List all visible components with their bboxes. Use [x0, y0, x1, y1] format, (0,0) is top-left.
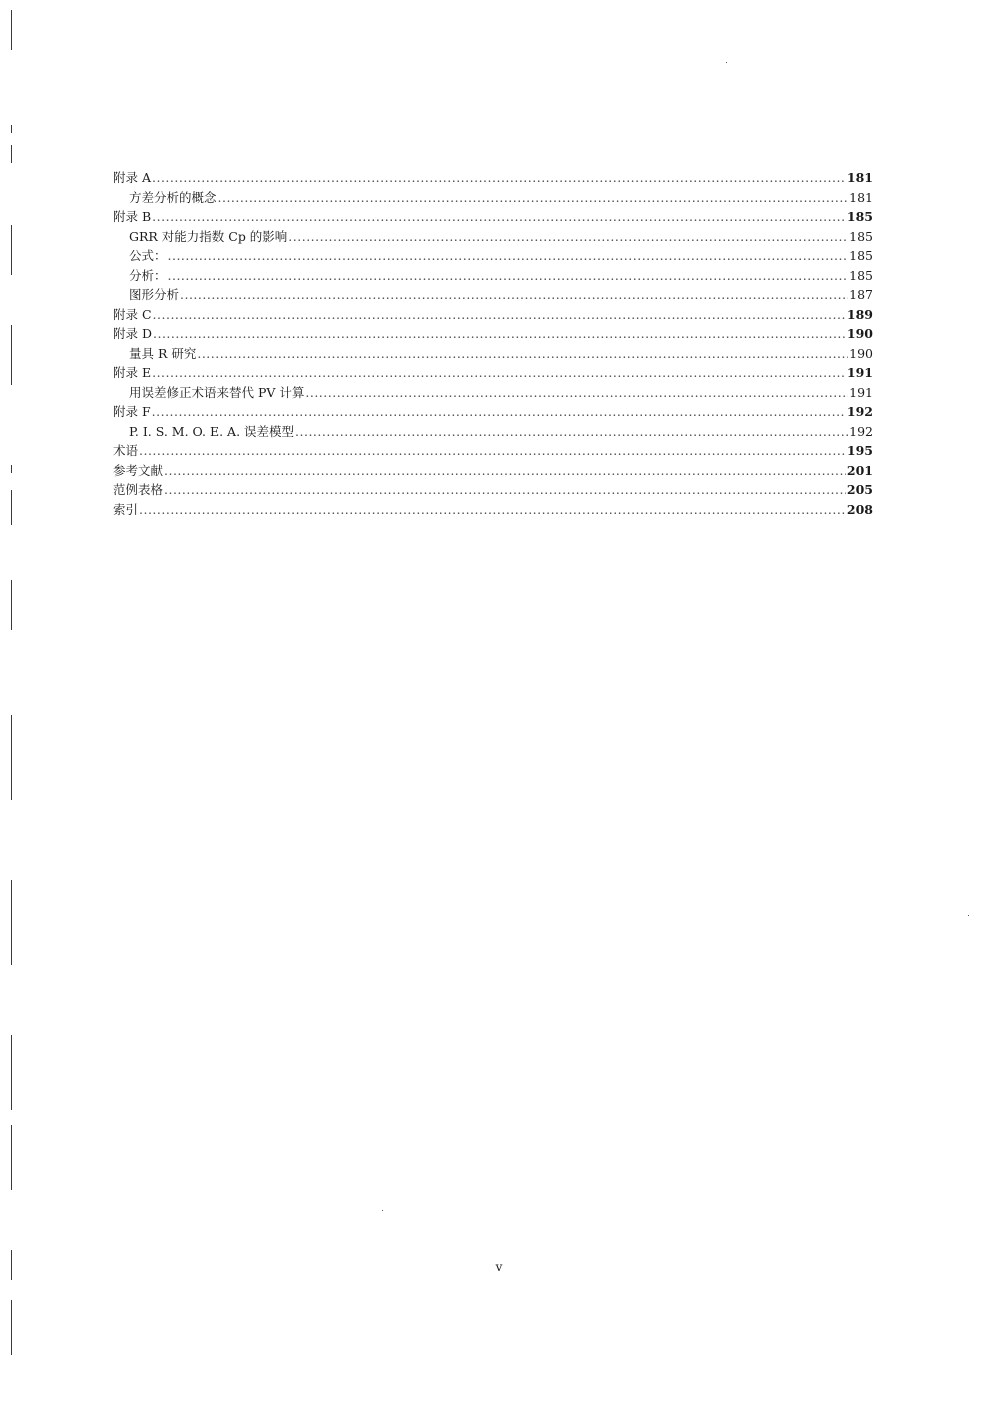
toc-subsection-entry[interactable] — [113, 246, 873, 266]
toc-entry-page: 201 — [846, 462, 873, 478]
toc-dot-leader — [164, 480, 846, 500]
toc-entry-page: 185 — [849, 248, 873, 263]
toc-entry-page: 185 — [846, 209, 873, 224]
toc-entry-label: 参考文献 — [113, 462, 164, 478]
toc-dot-leader — [288, 227, 848, 247]
toc-subsection-entry[interactable] — [113, 227, 873, 247]
toc-subsection-entry[interactable] — [113, 266, 873, 286]
toc-entry-page: 191 — [849, 384, 873, 400]
toc-entry-page: 191 — [846, 365, 873, 380]
page-number: v — [495, 1260, 503, 1274]
toc-dot-leader — [168, 266, 849, 286]
toc-entry-page: 189 — [846, 306, 873, 322]
toc-dot-leader — [164, 461, 846, 481]
toc-dot-leader — [305, 383, 848, 403]
toc-dot-leader — [153, 305, 846, 325]
toc-dot-leader — [139, 500, 846, 520]
toc-section-entry[interactable] — [113, 207, 873, 227]
toc-entry-label: 方差分析的概念 — [129, 189, 217, 205]
toc-dot-leader — [152, 207, 846, 227]
toc-entry-label: 附录 B — [113, 209, 152, 224]
toc-entry-page: 190 — [849, 345, 873, 361]
toc-dot-leader — [139, 441, 846, 461]
toc-entry-page: 192 — [849, 423, 873, 439]
toc-entry-label: 量具 R 研究 — [129, 345, 197, 361]
toc-subsection-entry[interactable] — [113, 422, 873, 442]
toc-entry-page: 185 — [849, 267, 873, 283]
toc-entry-page: 205 — [846, 482, 873, 497]
toc-entry-label: GRR 对能力指数 Cp 的影响 — [129, 228, 288, 244]
toc-section-entry[interactable] — [113, 324, 873, 344]
toc-dot-leader — [153, 324, 846, 344]
toc-entry-label: 附录 C — [113, 306, 152, 322]
toc-entry-label: 附录 E — [113, 365, 152, 380]
scan-speck — [968, 915, 969, 916]
toc-entry-label: 公式： — [129, 248, 167, 263]
toc-entry-page: 195 — [846, 443, 873, 458]
toc-entry-label: 图形分析 — [129, 287, 180, 302]
scan-speck — [382, 1210, 383, 1211]
toc-entry-label: 用误差修正术语来替代 PV 计算 — [129, 384, 305, 400]
toc-dot-leader — [197, 344, 848, 364]
toc-section-entry[interactable] — [113, 441, 873, 461]
toc-section-entry[interactable] — [113, 402, 873, 422]
toc-entry-page: 185 — [849, 228, 873, 244]
toc-entry-label: 术语 — [113, 443, 139, 458]
toc-entry-label: 附录 D — [113, 326, 152, 341]
toc-entry-page: 192 — [846, 404, 873, 419]
toc-section-entry[interactable] — [113, 363, 873, 383]
toc-entry-page: 190 — [846, 326, 873, 341]
toc-dot-leader — [152, 168, 846, 188]
toc-entry-page: 181 — [849, 189, 873, 205]
toc-subsection-entry[interactable] — [113, 383, 873, 403]
toc-dot-leader — [218, 188, 849, 208]
toc-subsection-entry[interactable] — [113, 285, 873, 305]
toc-section-entry[interactable] — [113, 461, 873, 481]
toc-subsection-entry[interactable] — [113, 344, 873, 364]
toc-entry-page: 187 — [849, 287, 873, 302]
toc-entry-label: 附录 F — [113, 404, 151, 419]
toc-entry-page: 181 — [846, 170, 873, 185]
toc-section-entry[interactable] — [113, 480, 873, 500]
toc-dot-leader — [180, 285, 848, 305]
toc-section-entry[interactable] — [113, 168, 873, 188]
toc-entry-label: 范例表格 — [113, 482, 164, 497]
toc-dot-leader — [152, 402, 846, 422]
toc-dot-leader — [152, 363, 846, 383]
table-of-contents — [113, 168, 873, 519]
toc-entry-label: 分析： — [129, 267, 167, 283]
toc-entry-label: 附录 A — [113, 170, 152, 185]
toc-subsection-entry[interactable] — [113, 188, 873, 208]
scan-edge-marks — [11, 0, 15, 1403]
toc-section-entry[interactable] — [113, 305, 873, 325]
toc-entry-label: P. I. S. M. O. E. A. 误差模型 — [129, 423, 295, 439]
scan-speck — [726, 62, 727, 63]
toc-dot-leader — [168, 246, 849, 266]
toc-section-entry[interactable] — [113, 500, 873, 520]
toc-dot-leader — [295, 422, 848, 442]
toc-entry-label: 索引 — [113, 501, 139, 517]
toc-entry-page: 208 — [846, 501, 873, 517]
